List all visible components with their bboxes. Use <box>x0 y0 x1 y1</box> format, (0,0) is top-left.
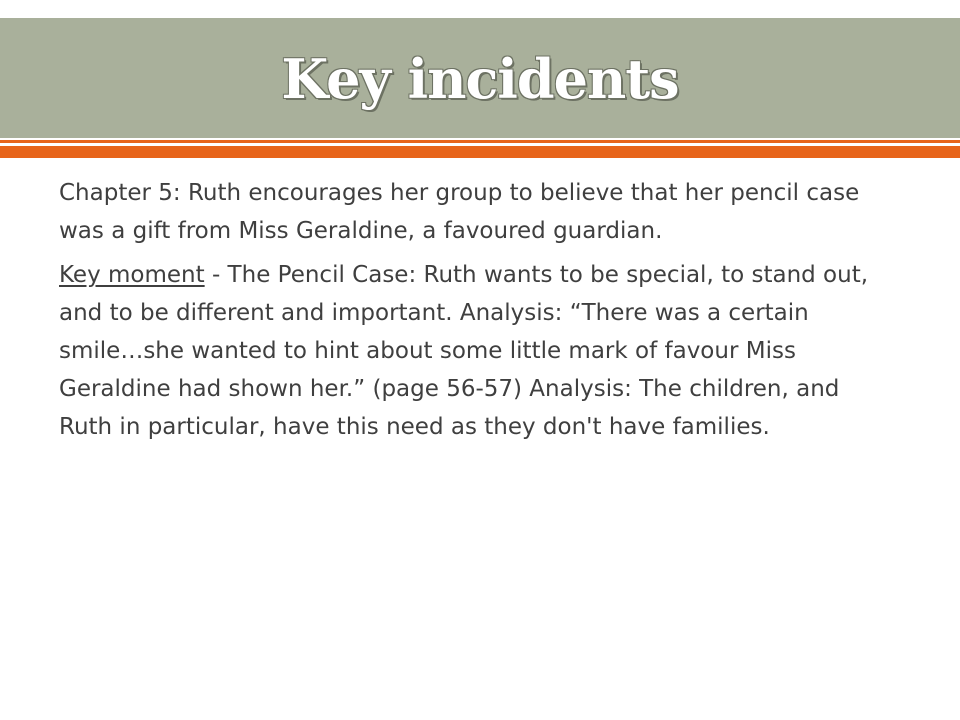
paragraph-chapter <box>59 174 889 250</box>
key-moment-label: Key moment <box>59 262 205 288</box>
chapter-label: Chapter 5: <box>59 180 181 206</box>
title-bar <box>0 18 960 138</box>
accent-divider-thick <box>0 146 960 158</box>
slide-title: Key incidents <box>281 47 679 111</box>
paragraph-key-moment <box>59 256 889 446</box>
chapter-text: Ruth encourages her group to believe that her pencil case was a gift from Miss Geraldine, a favoured guardian. <box>59 180 860 244</box>
slide-content <box>59 174 889 446</box>
accent-divider-thin <box>0 140 960 143</box>
key-moment-text: - The Pencil Case: Ruth wants to be special, to stand out, and to be different and important. Analysis: “There was a certain smile…she wanted to hint about some little mark of favour Miss Geraldine had shown her.” (page 56-57) Analysis: The children, and Ruth in particular, have this need as they don't have families. <box>59 262 869 440</box>
